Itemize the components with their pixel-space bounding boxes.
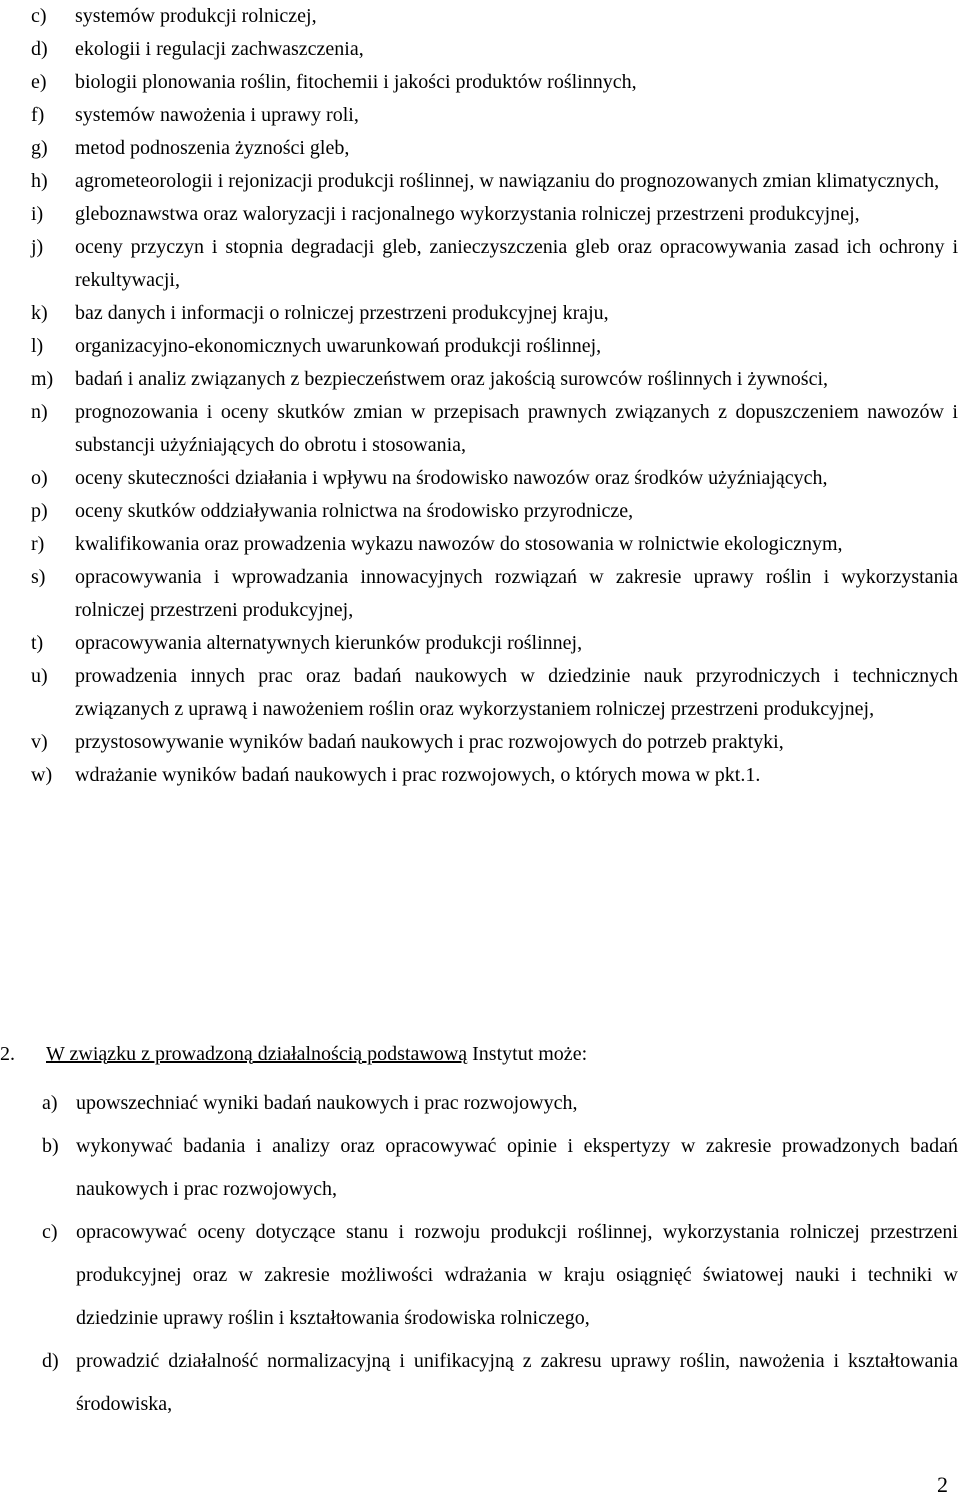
list-item-marker: v) (31, 731, 48, 753)
list-item-marker: n) (31, 401, 48, 423)
list-item (0, 1340, 960, 1426)
list-item (0, 231, 960, 297)
list-item-marker: s) (31, 566, 46, 588)
list-item (0, 297, 960, 330)
list-item (0, 759, 960, 792)
list-item (0, 1125, 960, 1211)
list-item-marker: d) (42, 1350, 59, 1372)
list-item-marker: h) (31, 170, 48, 192)
list-item (0, 396, 960, 462)
list-item (0, 165, 960, 198)
list-item-marker: k) (31, 302, 48, 324)
list-item-text: metod podnoszenia żyzności gleb, (75, 137, 350, 159)
list-item-marker: l) (31, 335, 44, 357)
list-item-text: systemów nawożenia i uprawy roli, (75, 104, 359, 126)
list-item-text: badań i analiz związanych z bezpieczeństwem oraz jakością surowców roślinnych i żywności, (75, 368, 829, 390)
list-item-marker: t) (31, 632, 44, 654)
list-item (0, 1211, 960, 1340)
list-item-marker: c) (31, 5, 47, 27)
list-item-marker: r) (31, 533, 45, 555)
list-item-text: systemów produkcji rolniczej, (75, 5, 317, 27)
section-2-heading (0, 1038, 960, 1071)
section-heading-rest: Instytut może: (467, 1043, 588, 1065)
list-item-text: prognozowania i oceny skutków zmian w przepisach prawnych związanych z dopuszczeniem nawozów i substancji użyźniających do obrotu i stosowania, (75, 401, 958, 456)
section-2 (0, 1038, 960, 1426)
list-item-text: opracowywania alternatywnych kierunków produkcji roślinnej, (75, 632, 583, 654)
list-item (0, 330, 960, 363)
list-item-text: gleboznawstwa oraz waloryzacji i racjonalnego wykorzystania rolniczej przestrzeni produkcyjnej, (75, 203, 860, 225)
list-item-marker: c) (42, 1221, 58, 1243)
list-item-marker: b) (42, 1135, 59, 1157)
list-item (0, 132, 960, 165)
list-item (0, 528, 960, 561)
section-heading-text (46, 1038, 960, 1071)
section-heading-underlined: W związku z prowadzoną działalnością podstawową (46, 1043, 468, 1065)
section-2-list (0, 1082, 960, 1426)
list-item (0, 660, 960, 726)
list-item (0, 99, 960, 132)
list-item-marker: o) (31, 467, 48, 489)
list-item-text: opracowywania i wprowadzania innowacyjnych rozwiązań w zakresie uprawy roślin i wykorzystania rolniczej przestrzeni produkcyjnej, (75, 566, 958, 621)
list-item (0, 561, 960, 627)
list-item-text: baz danych i informacji o rolniczej przestrzeni produkcyjnej kraju, (75, 302, 609, 324)
list-item-marker: u) (31, 665, 48, 687)
list-item-text: ekologii i regulacji zachwaszczenia, (75, 38, 364, 60)
section-number: 2. (0, 1043, 15, 1065)
list-item-text: prowadzenia innych prac oraz badań naukowych w dziedzinie nauk przyrodniczych i technicznych związanych z uprawą i nawożeniem roślin oraz wykorzystaniem rolniczej przestrzeni produkcyjnej, (75, 665, 958, 720)
list-item-text: wykonywać badania i analizy oraz opracowywać opinie i ekspertyzy w zakresie prowadzonych badań naukowych i prac rozwojowych, (76, 1135, 958, 1200)
list-item-text: prowadzić działalność normalizacyjną i unifikacyjną z zakresu uprawy roślin, nawożenia i kształtowania środowiska, (76, 1350, 958, 1415)
list-item-text: organizacyjno-ekonomicznych uwarunkowań produkcji roślinnej, (75, 335, 602, 357)
list-item (0, 1082, 960, 1125)
list-item (0, 33, 960, 66)
list-item-marker: i) (31, 203, 44, 225)
page-number: 2 (937, 1472, 948, 1497)
list-item-text: wdrażanie wyników badań naukowych i prac rozwojowych, o których mowa w pkt.1. (75, 764, 761, 786)
list-item-text: upowszechniać wyniki badań naukowych i prac rozwojowych, (76, 1092, 578, 1114)
list-item-text: oceny skutków oddziaływania rolnictwa na środowisko przyrodnicze, (75, 500, 634, 522)
list-item-marker: f) (31, 104, 45, 126)
list-item-marker: g) (31, 137, 48, 159)
list-item-text: opracowywać oceny dotyczące stanu i rozwoju produkcji roślinnej, wykorzystania rolniczej przestrzeni produkcyjnej oraz w zakresie możliwości wdrażania w kraju osiągnięć światowej nauki i techniki w dziedzinie uprawy roślin i kształtowania środowiska rolniczego, (76, 1221, 958, 1329)
list-item (0, 66, 960, 99)
list-item-marker: w) (31, 764, 53, 786)
list-item-text: biologii plonowania roślin, fitochemii i jakości produktów roślinnych, (75, 71, 637, 93)
list-item-marker: m) (31, 368, 54, 390)
list-item-marker: a) (42, 1092, 58, 1114)
list-item-marker: p) (31, 500, 48, 522)
list-item (0, 363, 960, 396)
list-item-marker: d) (31, 38, 48, 60)
list-item (0, 462, 960, 495)
list-item-text: oceny przyczyn i stopnia degradacji gleb, zanieczyszczenia gleb oraz opracowywania zasad ich ochrony i rekultywacji, (75, 236, 958, 291)
list-item-text: oceny skuteczności działania i wpływu na środowisko nawozów oraz środków użyźniających, (75, 467, 828, 489)
list-item (0, 627, 960, 660)
list-item (0, 198, 960, 231)
list-item-text: kwalifikowania oraz prowadzenia wykazu nawozów do stosowania w rolnictwie ekologicznym, (75, 533, 843, 555)
list-item-marker: e) (31, 71, 47, 93)
list-item (0, 495, 960, 528)
list-item-text: agrometeorologii i rejonizacji produkcji roślinnej, w nawiązaniu do prognozowanych zmian klimatycznych, (75, 170, 940, 192)
list-item-text: przystosowywanie wyników badań naukowych i prac rozwojowych do potrzeb praktyki, (75, 731, 784, 753)
list-item (0, 726, 960, 759)
list-item-marker: j) (31, 236, 44, 258)
list-item (0, 0, 960, 33)
